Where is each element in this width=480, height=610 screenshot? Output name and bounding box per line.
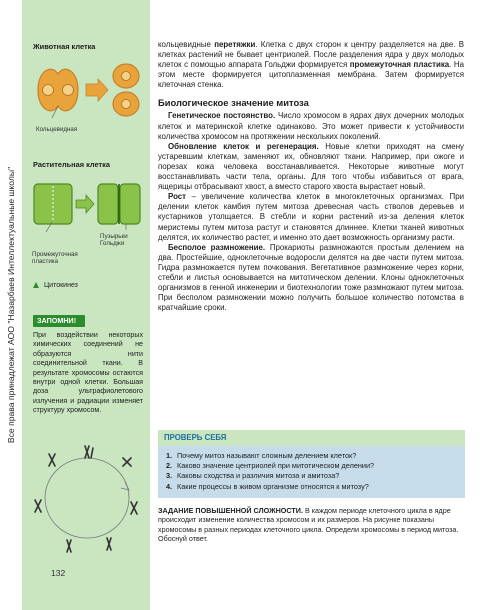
arrow-icon bbox=[86, 79, 108, 101]
question-item: 2. Каково значение центриолей при митотическом делении? bbox=[166, 461, 375, 471]
arrow-icon bbox=[76, 195, 94, 213]
copyright-spine bbox=[0, 0, 22, 610]
remember-badge: ЗАПОМНИ! bbox=[33, 315, 85, 327]
cell-plate-label: Промежуточная пластика bbox=[32, 251, 78, 266]
check-yourself-title: ПРОВЕРЬ СЕБЯ bbox=[158, 430, 465, 446]
question-item: 4. Какие процессы в живом организме относятся к митозу? bbox=[166, 481, 369, 491]
copyright-text: Все права принадлежат АОО "Назарбаев Интеллектуальные школы" bbox=[6, 166, 16, 444]
advanced-task bbox=[158, 506, 465, 544]
animal-cell-title: Животная клетка bbox=[33, 42, 96, 51]
remember-text: При воздействии некоторых химических соединений не образуются нити соединительной ткани. В результате хромосомы остаются внутри одной клетки. Большая доза ультрафиолетового излучения и радиации изменяет структуру хромосом. bbox=[33, 331, 143, 415]
main-text bbox=[158, 40, 464, 313]
question-item: 1. Почему митоз называют сложным делением клеток? bbox=[166, 451, 357, 460]
task-title: ЗАДАНИЕ ПОВЫШЕННОЙ СЛОЖНОСТИ. bbox=[158, 506, 303, 515]
genetic-paragraph: Генетическое постоянство. Число хромосом в ядрах двух дочерних молодых клеток и материнской клетке одинаково. Это может привести к устойчивости количества хромосом на протяжении нескольких поколений. bbox=[158, 111, 464, 141]
section-heading: Биологическое значение митоза bbox=[158, 97, 309, 109]
page-number: 132 bbox=[51, 568, 66, 578]
check-yourself-box bbox=[158, 430, 465, 498]
plant-cell-title: Растительная клетка bbox=[33, 160, 110, 169]
sidebar-panel bbox=[22, 0, 150, 610]
task-text: В каждом периоде клеточного цикла в ядре происходит изменение количества хромосом и их размеров. На рисунке показаны хромосомы в разных периодах клеточного цикла. Определи хромосомы в период митоза. Обоснуй ответ. bbox=[158, 506, 459, 544]
cytokinesis-legend: Цитокинез bbox=[33, 282, 78, 289]
dividing-animal-cell bbox=[38, 69, 78, 111]
asexual-paragraph: Бесполое размножение. Прокариоты размножаются простым делением на два. Простейшие, одноклеточные водоросли делятся на две части путем митоза. Гидра размножается путем почкования. Вегетативное размножение через корни, стебли и листья основывается на митотическом делении. Клоны одноклеточных организмов в генной инженерии и биотехнологии тоже размножают путем митоза. При бесполом размножении можно получить большое количество потомства в кратчайшие сроки. bbox=[158, 242, 465, 313]
plant-cell-figure bbox=[32, 178, 144, 232]
renewal-paragraph: Обновление клеток и регенерация. Новые клетки приходят на смену устаревшим клеткам, заменяют их, обновляют ткани. Например, при ожоге и порезах кожа человека восстанавливается. Некоторые животные могут восстанавливать части тела, органы. Для того чтобы избавиться от врага, ящерицы отбрасывают хвост, а вместо старого хвоста вырастает новый. bbox=[158, 141, 464, 192]
daughter-animal-cells bbox=[113, 64, 139, 116]
question-list bbox=[158, 446, 465, 498]
ring-constriction-label: Кольцевидная bbox=[36, 126, 78, 133]
intro-paragraph: кольцевидные перетяжки. Клетка с двух сторон к центру разделяется на две. В клетках растений не бывает центриолей. После разделения ядра у двух молодых клеток с помощью аппарата Гольджи формируется промежуточная пластика. На этом месте формируется цитоплазменная мембрана. Затем формируется клеточная стенка. bbox=[158, 40, 464, 90]
golgi-vesicles-label: Пузырьки Гольджи bbox=[100, 233, 128, 248]
cell-cycle-figure bbox=[27, 440, 145, 558]
animal-cell-figure bbox=[34, 60, 144, 120]
chromosome-icons bbox=[35, 446, 137, 552]
triangle-icon bbox=[33, 282, 39, 288]
growth-paragraph: Рост – увеличение количества клеток в многоклеточных организмах. При делении клеток камбия путем митоза древесная часть стволов деревьев и кустарников утолщается. В стебли и корни растений из-за деления клеток меристемы путем митоза растут и становятся длиннее. Клетки тканей животных делятся, их количество растет, и именно это дает возможность организму расти. bbox=[158, 192, 464, 242]
question-item: 3. Каковы сходства и различия митоза и амитоза? bbox=[166, 471, 340, 481]
